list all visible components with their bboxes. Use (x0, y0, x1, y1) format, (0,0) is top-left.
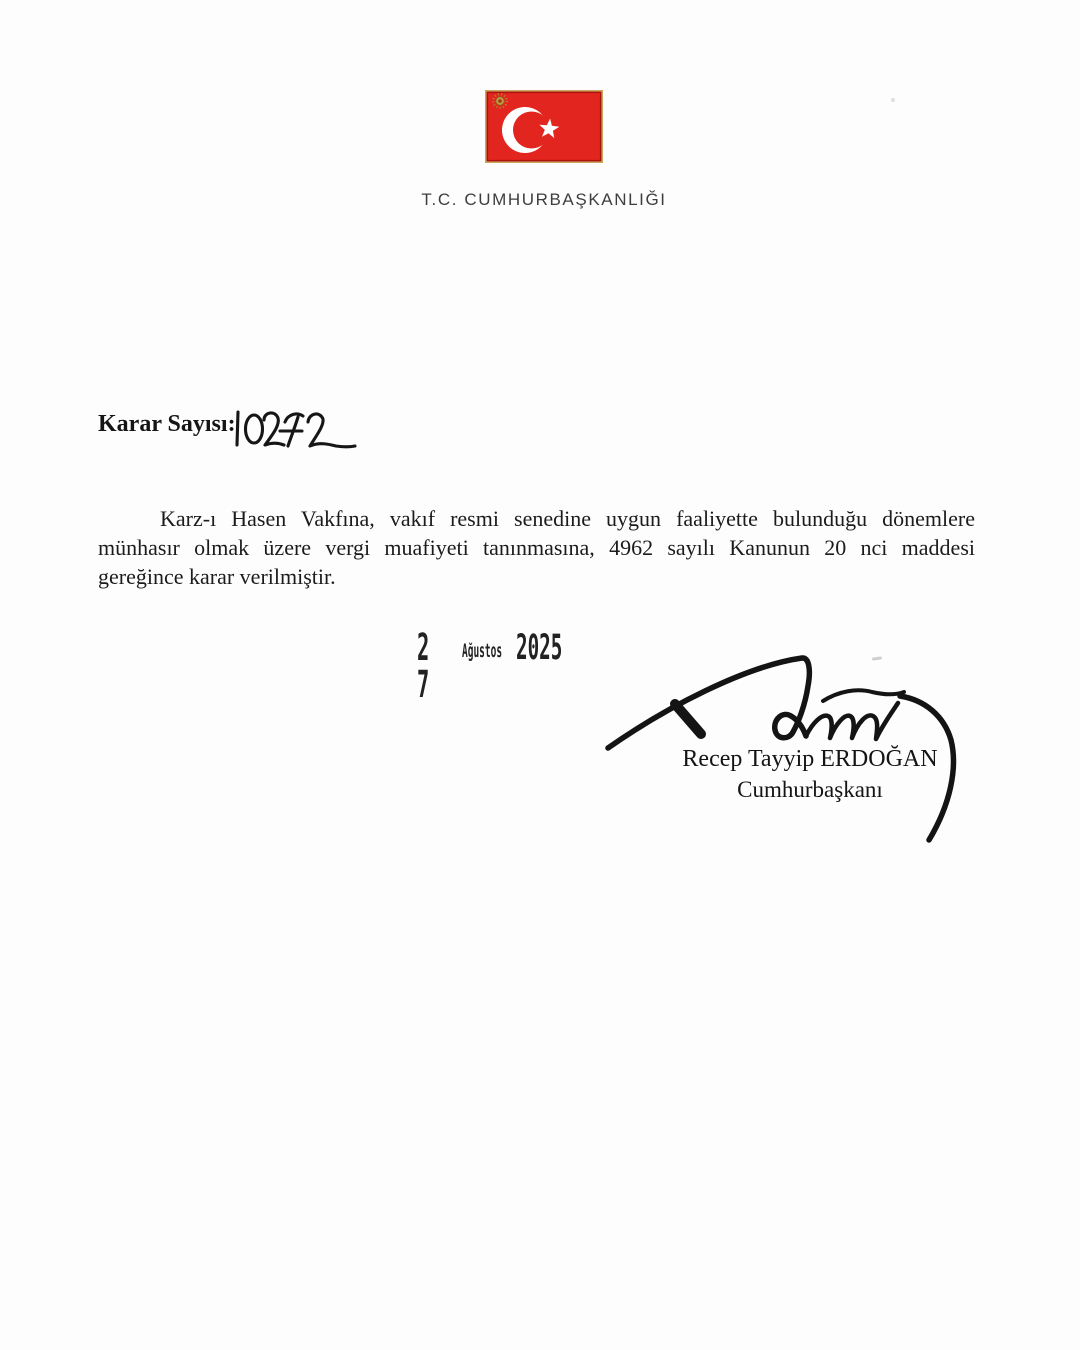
body-line-1: Karz-ı Hasen Vakfına, vakıf resmi senedine uygun faaliyette bulunduğu dönemlere (160, 506, 975, 531)
digit-2-with-underline (308, 414, 355, 447)
digit-0 (246, 415, 263, 443)
digit-7 (280, 414, 303, 446)
date-stamp-day: 2 7 (417, 626, 431, 706)
signature-dash-stroke (675, 704, 701, 734)
date-stamp-year: 2025 (516, 628, 563, 668)
date-stamp-month: Ağustos (462, 640, 503, 662)
signature-humps-stroke (806, 703, 898, 739)
digit-1 (237, 412, 238, 445)
org-name: T.C. CUMHURBAŞKANLIĞI (421, 190, 667, 209)
body-line-2: münhasır olmak üzere vergi muafiyeti tanınmasına, 4962 sayılı Kanunun 20 nci maddesi (98, 535, 975, 560)
signature-tilde-stroke (823, 690, 904, 701)
signature-main-stroke (608, 658, 809, 748)
signatory-title: Cumhurbaşkanı (737, 777, 883, 802)
turkish-presidential-flag-icon (485, 90, 603, 163)
handwritten-decision-number (228, 400, 363, 455)
decision-number-label: Karar Sayısı: (98, 411, 236, 437)
digit-2 (264, 413, 284, 445)
body-line-3: gereğince karar verilmiştir. (98, 564, 336, 589)
body-paragraph (98, 504, 975, 591)
signatory-name: Recep Tayyip ERDOĞAN (682, 746, 938, 772)
scan-speck (891, 98, 895, 102)
decision-number-value (0, 0, 1, 1)
